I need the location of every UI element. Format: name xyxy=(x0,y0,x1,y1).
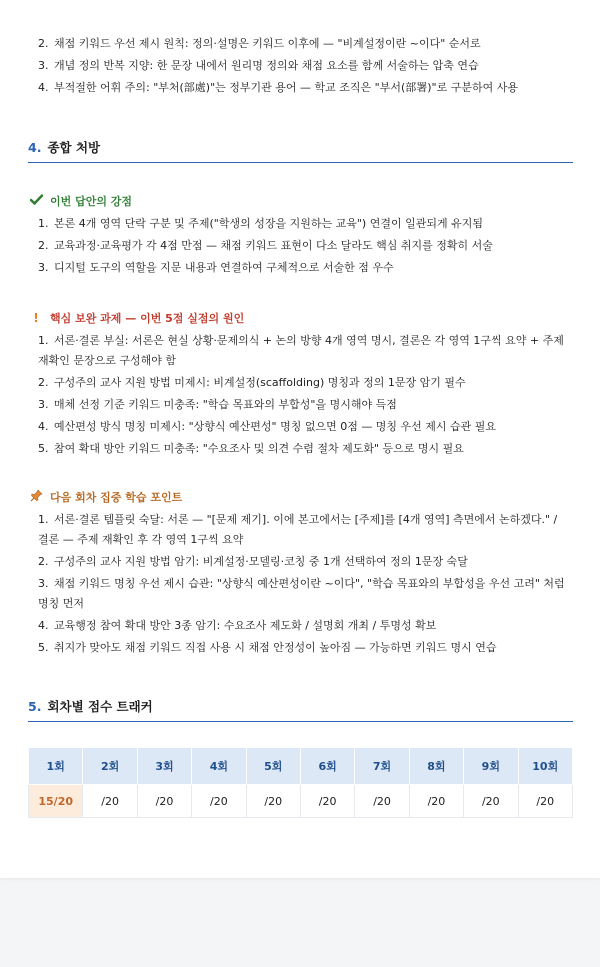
tracker-score-cell: /20 xyxy=(518,785,572,818)
tracker-header-cell: 4회 xyxy=(192,748,246,785)
tracker-score-cell: /20 xyxy=(300,785,354,818)
table-row xyxy=(29,785,573,818)
list-item: 4. 교육행정 참여 확대 방안 3종 암기: 수요조사 제도화 / 설명회 개최 / 투명성 확보 xyxy=(38,619,437,632)
tracker-score-cell: /20 xyxy=(464,785,518,818)
check-icon xyxy=(28,194,44,208)
tracker-header-cell: 1회 xyxy=(29,748,83,785)
tracker-score-cell: 15/20 xyxy=(29,785,83,818)
tracker-header-cell: 10회 xyxy=(518,748,572,785)
pushpin-icon xyxy=(28,489,44,505)
section-4-heading: 4. 종합 처방 xyxy=(28,138,573,163)
list-item: 5. 참여 확대 방안 키워드 미충족: "수요조사 및 의견 수렴 절차 제도화" 등으로 명시 필요 xyxy=(38,442,464,455)
tracker-header-cell: 9회 xyxy=(464,748,518,785)
tracker-score-cell: /20 xyxy=(137,785,191,818)
score-tracker-table xyxy=(28,747,573,818)
section-5-heading: 5. 회차별 점수 트래커 xyxy=(28,697,573,722)
list-item: 3. 채점 키워드 명칭 우선 제시 습관: "상향식 예산편성이란 ~이다", "학습 목표와의 부합성을 우선 고려" 처럼 명칭 먼저 xyxy=(38,577,565,610)
tracker-score-cell: /20 xyxy=(83,785,137,818)
weaknesses-heading: ! 핵심 보완 과제 — 이번 5점 실점의 원인 xyxy=(28,310,244,326)
strengths-heading: 이번 답안의 강점 xyxy=(28,193,132,209)
list-item: 2. 교육과정·교육평가 각 4점 만점 — 채점 키워드 표현이 다소 달라도 핵심 취지를 정확히 서술 xyxy=(38,239,493,252)
tracker-header-cell: 8회 xyxy=(409,748,463,785)
list-item: 3. 매체 선정 기준 키워드 미충족: "학습 목표와의 부합성"을 명시해야 득점 xyxy=(38,398,397,411)
focus-heading: 다음 회차 집중 학습 포인트 xyxy=(28,489,182,505)
tracker-score-cell: /20 xyxy=(355,785,409,818)
tracker-header-cell: 2회 xyxy=(83,748,137,785)
exclamation-icon: ! xyxy=(33,311,39,325)
list-item: 1. 서론·결론 템플릿 숙달: 서론 — "[문제 제기]. 이에 본고에서는 [주제]를 [4개 영역] 측면에서 논하겠다." / 결론 — 주제 재확인 후 각 영역 1구씩 요약 xyxy=(38,513,558,546)
tracker-header-cell: 3회 xyxy=(137,748,191,785)
tracker-score-cell: /20 xyxy=(246,785,300,818)
table-header-row xyxy=(29,748,573,785)
list-item: 4. 예산편성 방식 명칭 미제시: "상향식 예산편성" 명칭 없으면 0점 — 명칭 우선 제시 습관 필요 xyxy=(38,420,497,433)
tracker-score-cell: /20 xyxy=(192,785,246,818)
tracker-header-cell: 7회 xyxy=(355,748,409,785)
list-item: 1. 본론 4개 영역 단락 구분 및 주제("학생의 성장을 지원하는 교육") 연결이 일관되게 유지됨 xyxy=(38,217,483,230)
list-item: 1. 서론·결론 부실: 서론은 현실 상황·문제의식 + 논의 방향 4개 영역 명시, 결론은 각 영역 1구씩 요약 + 주제 재확인 문장으로 구성해야 함 xyxy=(38,334,564,367)
list-item: 2. 구성주의 교사 지원 방법 미제시: 비계설정(scaffolding) 명칭과 정의 1문장 암기 필수 xyxy=(38,376,466,389)
list-item: 2. 구성주의 교사 지원 방법 암기: 비계설정·모델링·코칭 중 1개 선택하여 정의 1문장 숙달 xyxy=(38,555,468,568)
list-item: 2. 채점 키워드 우선 제시 원칙: 정의·설명은 키워드 이후에 — "비계설정이란 ~이다" 순서로 xyxy=(38,37,481,50)
list-item: 3. 개념 정의 반복 지양: 한 문장 내에서 원리명 정의와 채점 요소를 함께 서술하는 압축 연습 xyxy=(38,59,479,72)
list-item: 5. 취지가 맞아도 채점 키워드 직접 사용 시 채점 안정성이 높아짐 — 가능하면 키워드 명시 연습 xyxy=(38,641,497,654)
tracker-header-cell: 6회 xyxy=(300,748,354,785)
list-item: 4. 부적절한 어휘 주의: "부처(部處)"는 정부기관 용어 — 학교 조직은 "부서(部署)"로 구분하여 사용 xyxy=(38,81,518,94)
list-item: 3. 디지털 도구의 역할을 지문 내용과 연결하여 구체적으로 서술한 점 우수 xyxy=(38,261,394,274)
tracker-score-cell: /20 xyxy=(409,785,463,818)
tracker-header-cell: 5회 xyxy=(246,748,300,785)
